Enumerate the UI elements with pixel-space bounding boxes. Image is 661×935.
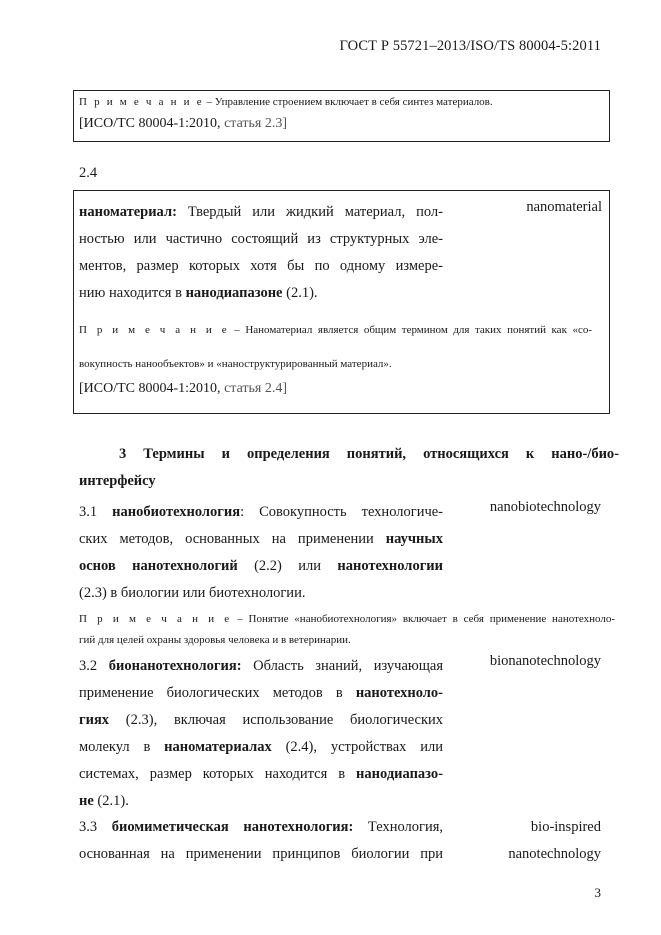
term-reference: нанодиапазоне (185, 285, 283, 301)
definition-text: (2.1). (93, 793, 129, 809)
source-standard: [ИСО/ТС 80004-1:2010, (79, 381, 221, 396)
term-reference: научных (385, 531, 443, 547)
term-definition-3-3 (79, 814, 443, 868)
english-line: nanotechnology (508, 846, 601, 862)
definition-text: молекул в (79, 739, 165, 755)
english-equivalent: bionanotechnology (489, 653, 601, 669)
english-equivalent: nanobiotechnology (489, 499, 601, 515)
english-line: bio-inspired (530, 819, 601, 835)
document-code-header: ГОСТ Р 55721–2013/ISO/TS 80004-5:2011 (339, 38, 601, 54)
source-reference (79, 116, 287, 132)
note-text: – Управление строением включает в себя синтез материалов. (203, 96, 493, 108)
source-reference (79, 381, 287, 397)
definition-text: ностью или частично состоящий из структурных эле- (79, 231, 443, 247)
note-text: – Наноматериал является общим термином для таких понятий как «со- (228, 324, 592, 336)
term-name: нанобиотехнология (112, 504, 241, 520)
english-equivalent: nanomaterial (526, 199, 602, 215)
term-definition-3-1 (79, 499, 443, 607)
note-label: П р и м е ч а н и е (79, 96, 204, 108)
term-definition-2-4 (79, 199, 443, 307)
clause-number: 3.1 (79, 504, 113, 520)
section-heading-3 (79, 441, 619, 495)
english-equivalent (508, 814, 601, 868)
note-text: вокупность нанообъектов» и «наноструктурированный материал». (79, 358, 392, 370)
page-number: 3 (594, 885, 601, 900)
term-name: биомиметическая нанотехнология: (111, 819, 354, 835)
term-reference: нанотехноло- (355, 685, 443, 701)
source-standard: [ИСО/ТС 80004-1:2010, (79, 116, 221, 131)
term-name: бионанотехнология: (108, 658, 242, 674)
term-reference: наноматериалах (164, 739, 272, 755)
definition-text: (2.4), устройствах или (271, 739, 443, 755)
definition-text: Твердый или жидкий материал, пол- (176, 204, 443, 220)
note-text: гий для целей охраны здоровья человека и в ветеринарии. (79, 634, 351, 646)
clause-number: 3.3 (79, 819, 112, 835)
term-reference: основ нанотехнологий (79, 558, 238, 574)
source-article: статья 2.4] (220, 381, 288, 396)
definition-text: (2.3), включая использование биологических (109, 712, 443, 728)
note-3-1 (79, 609, 615, 651)
term-reference: гиях (79, 712, 110, 728)
definition-text: : Совокупность технологиче- (240, 504, 444, 520)
note-line (79, 94, 493, 110)
term-reference: нанодиапазо- (356, 766, 443, 782)
heading-line: интерфейсу (79, 473, 156, 489)
note-label: П р и м е ч а н и е (79, 324, 229, 336)
definition-text: ментов, размер которых хотя бы по одному измере- (79, 258, 443, 274)
term-reference: не (79, 793, 94, 809)
definition-text: ских методов, основанных на применении (79, 531, 386, 547)
definition-text: Область знаний, изучающая (241, 658, 443, 674)
term-name: наноматериал: (79, 204, 177, 220)
heading-line: 3 Термины и определения понятий, относящихся к нано-/био- (119, 446, 619, 462)
note-2-4 (79, 313, 592, 381)
note-text: – Понятие «нанобиотехнология» включает в себя применение нанотехноло- (231, 613, 616, 625)
definition-text: Технология, (353, 819, 444, 835)
term-reference: нанотехнологии (337, 558, 443, 574)
definition-text: (2.2) или (237, 558, 338, 574)
definition-text: применение биологических методов в (79, 685, 356, 701)
source-article: статья 2.3] (220, 116, 288, 131)
definition-text: системах, размер которых находится в (79, 766, 357, 782)
clause-number: 3.2 (79, 658, 109, 674)
clause-number-2-4: 2.4 (79, 165, 98, 181)
term-definition-3-2 (79, 653, 443, 815)
note-label: П р и м е ч а н и е (79, 613, 232, 625)
definition-text: основанная на применении принципов биологии при (79, 846, 443, 862)
definition-text: нию находится в (79, 285, 186, 301)
definition-text: (2.1). (282, 285, 318, 301)
definition-text: (2.3) в биологии или биотехнологии. (79, 585, 306, 601)
term-box-2-4 (73, 190, 610, 414)
note-box-2-3 (73, 90, 610, 142)
